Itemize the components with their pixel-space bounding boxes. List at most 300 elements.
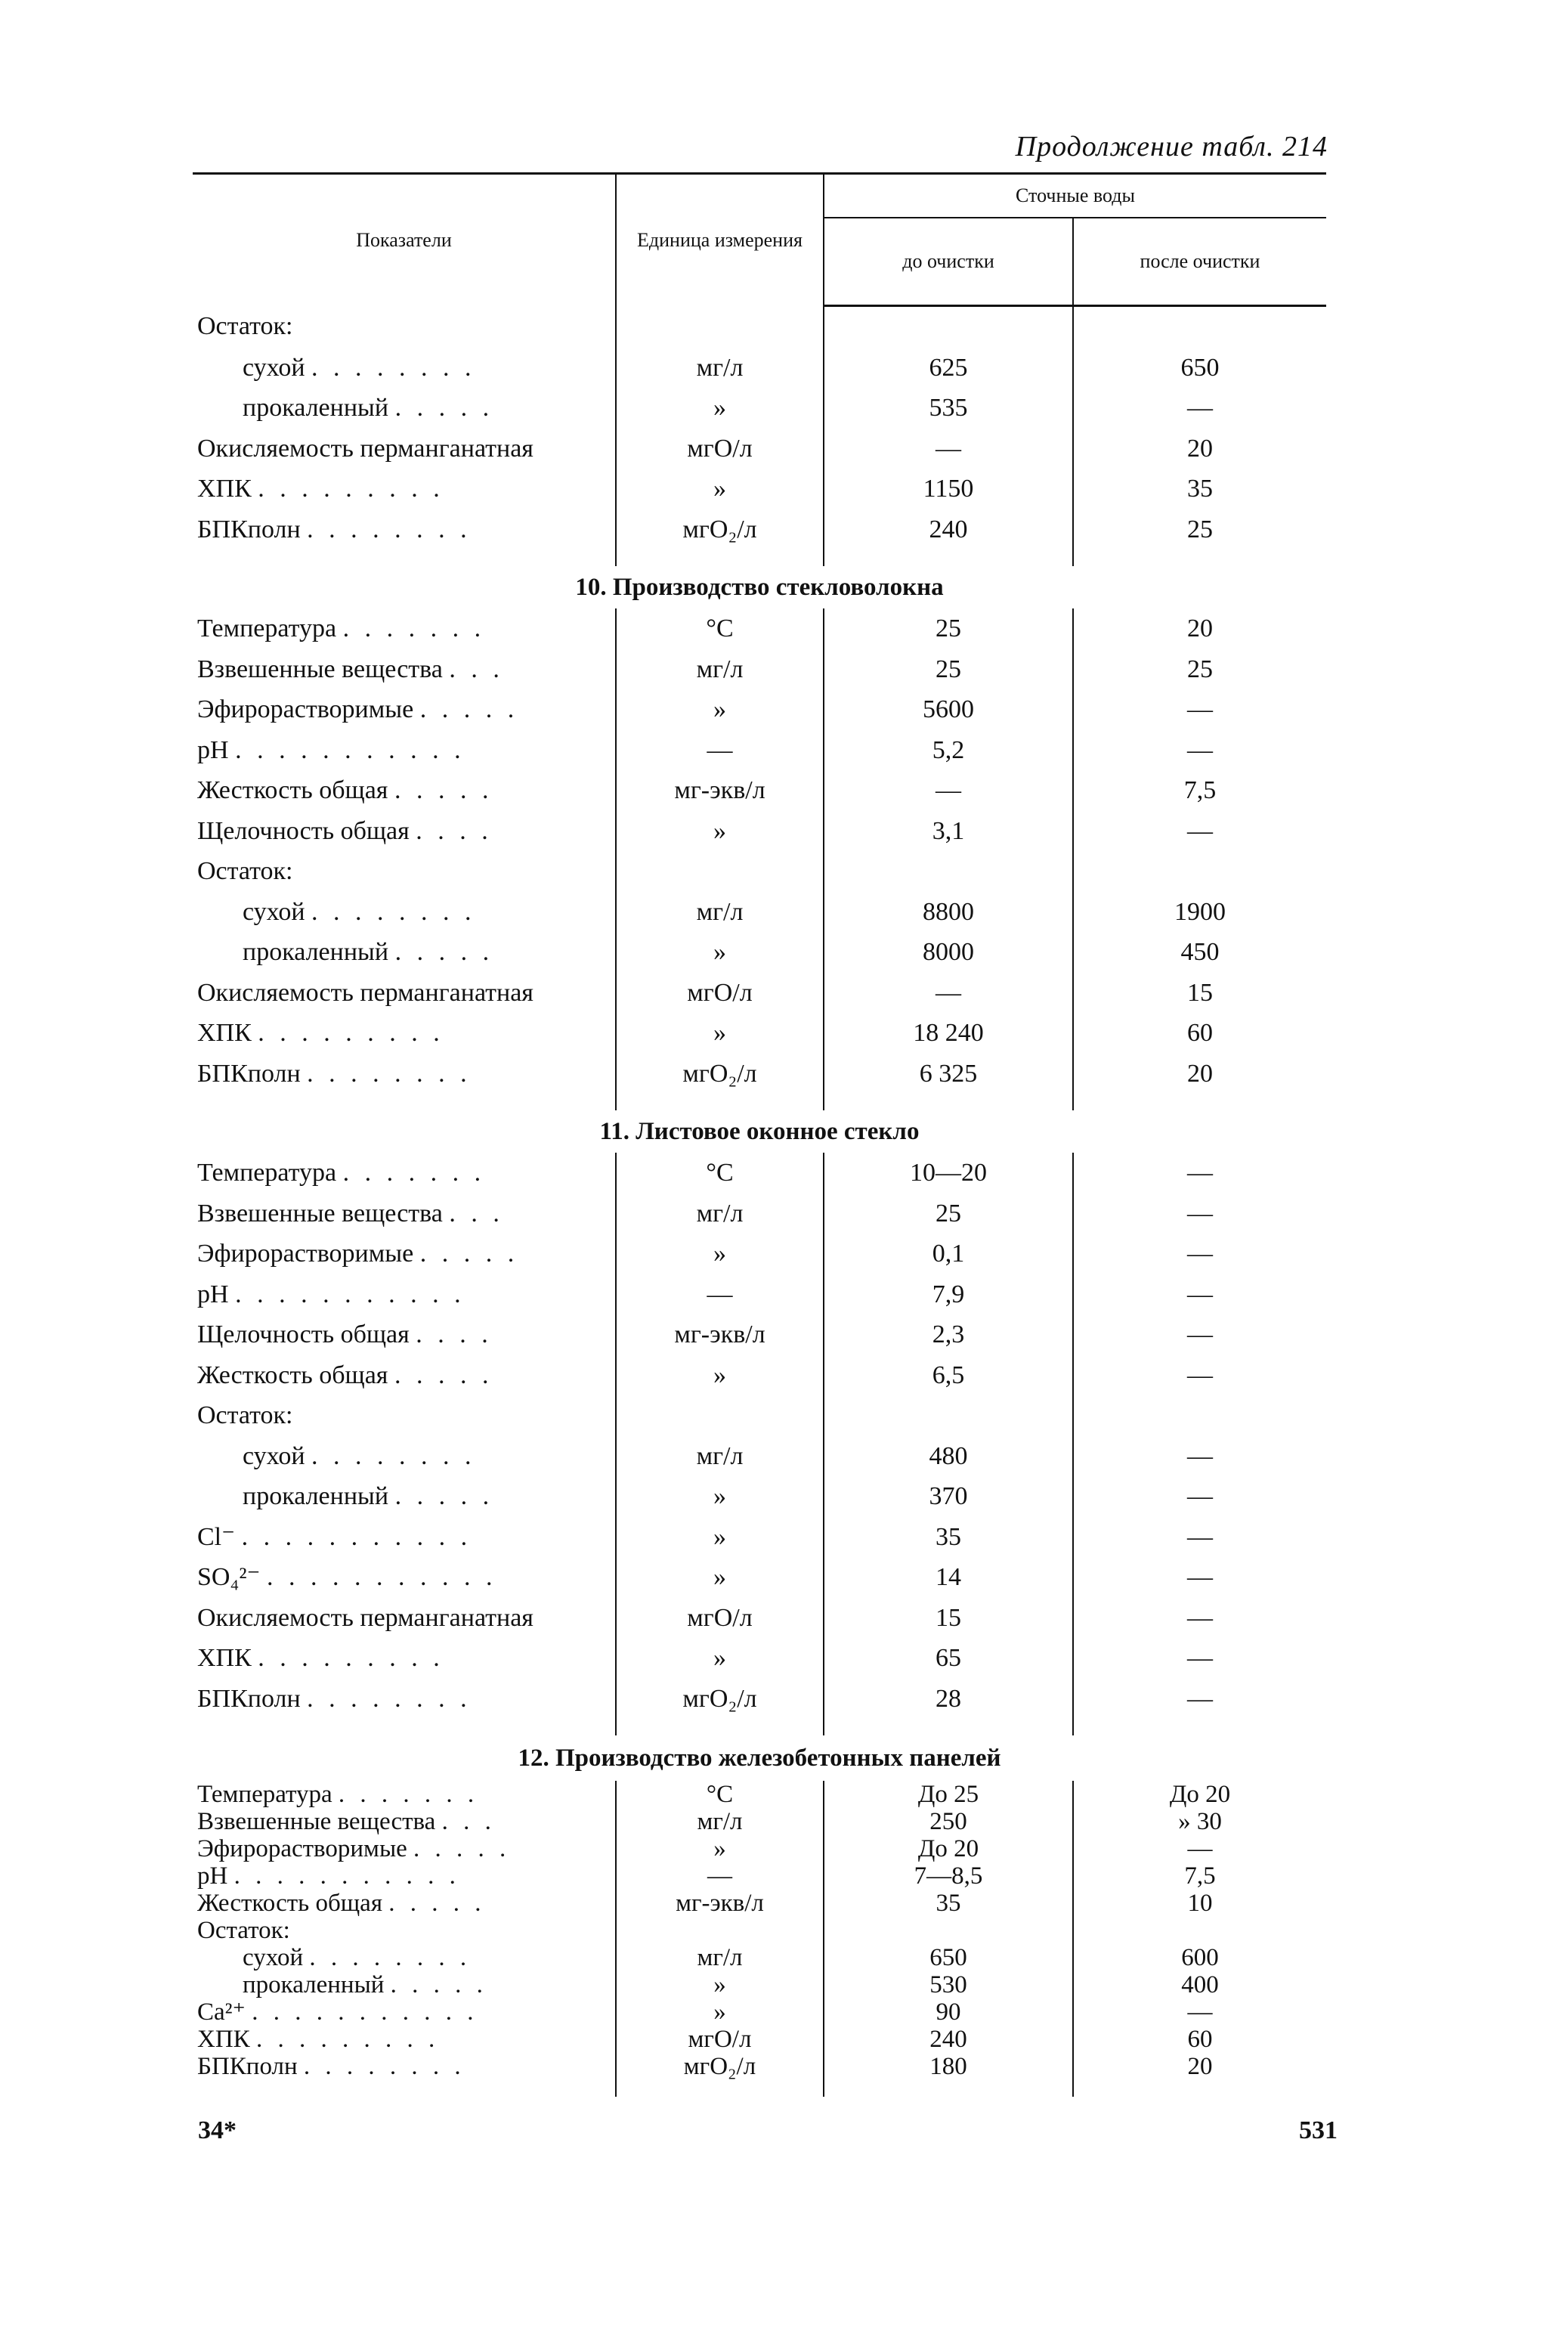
indicator-label: Остаток: bbox=[197, 1917, 290, 1944]
leader-dots: . . . . . . . . bbox=[303, 2053, 465, 2080]
unit-cell: » bbox=[616, 1638, 824, 1679]
indicator-label: Взвешенные вещества bbox=[197, 1199, 443, 1228]
table-row bbox=[193, 649, 1326, 690]
unit-cell: » bbox=[616, 1234, 824, 1274]
before-treatment-cell: 250 bbox=[929, 1808, 967, 1835]
before-treatment-cell: 625 bbox=[929, 353, 968, 382]
table-row bbox=[193, 1274, 1326, 1315]
section-title: 12. Производство железобетонных панелей bbox=[518, 1745, 1001, 1772]
leader-dots: . . . . . bbox=[394, 776, 493, 804]
before-treatment-cell: 5600 bbox=[923, 695, 974, 723]
after-treatment-cell: — bbox=[1073, 388, 1326, 429]
indicator-cell bbox=[193, 1476, 616, 1517]
leader-dots: . . . . . . . . . . . bbox=[233, 1862, 460, 1890]
table-row bbox=[193, 2026, 1326, 2053]
indicator-cell bbox=[193, 1054, 616, 1094]
indicator-cell bbox=[193, 973, 616, 1014]
indicator-label: сухой bbox=[243, 1441, 305, 1470]
unit-cell: мг/л bbox=[616, 1808, 824, 1835]
indicator-cell bbox=[193, 689, 616, 730]
after-treatment-cell: 35 bbox=[1073, 469, 1326, 509]
leader-dots: . . . . . . . bbox=[338, 1781, 479, 1808]
table-row bbox=[193, 973, 1326, 1014]
leader-dots: . . . . . bbox=[394, 1361, 493, 1389]
indicator-label: Жесткость общая bbox=[197, 1361, 388, 1389]
leader-dots: . . . . . bbox=[388, 1890, 486, 1917]
after-treatment-cell: 10 bbox=[1073, 1890, 1326, 1917]
indicator-label: Ca²⁺ bbox=[197, 1998, 246, 2026]
section-title: 11. Листовое оконное стекло bbox=[599, 1118, 920, 1145]
indicator-cell bbox=[193, 851, 616, 892]
leader-dots: . . . . . . . . . . . bbox=[252, 1998, 478, 2026]
table-row bbox=[193, 1314, 1326, 1355]
block-residue-continued bbox=[193, 306, 1326, 567]
after-treatment-cell: — bbox=[1073, 1153, 1326, 1193]
table-row bbox=[193, 429, 1326, 469]
indicator-label: ХПК bbox=[197, 1019, 252, 1047]
leader-dots: . . . bbox=[449, 1199, 504, 1228]
indicator-cell bbox=[193, 388, 616, 429]
unit-cell: °C bbox=[616, 608, 824, 649]
spacer-cell bbox=[616, 1094, 824, 1110]
after-treatment-cell: — bbox=[1073, 1355, 1326, 1396]
indicator-cell bbox=[193, 509, 616, 550]
table-header bbox=[193, 174, 1326, 306]
unit-cell: — bbox=[616, 1862, 824, 1890]
unit-cell: » bbox=[616, 388, 824, 429]
unit-cell: — bbox=[616, 1274, 824, 1315]
indicator-label: Остаток: bbox=[197, 857, 293, 885]
indicator-cell bbox=[193, 1274, 616, 1315]
table-row bbox=[193, 2053, 1326, 2080]
spacer-cell bbox=[1073, 2080, 1326, 2097]
indicator-cell bbox=[193, 1944, 616, 1971]
unit-cell: мгО/л bbox=[616, 973, 824, 1014]
leader-dots: . . . . . . . . bbox=[307, 1059, 472, 1088]
indicator-cell bbox=[193, 1153, 616, 1193]
unit-cell: — bbox=[616, 730, 824, 771]
table-row bbox=[193, 1153, 1326, 1193]
indicator-cell bbox=[193, 1835, 616, 1862]
before-treatment-cell: 25 bbox=[936, 655, 961, 683]
table-row bbox=[193, 1395, 1326, 1436]
indicator-cell bbox=[193, 1781, 616, 1808]
leader-dots: . . . . . . . . bbox=[309, 1944, 472, 1971]
after-treatment-cell: — bbox=[1073, 1476, 1326, 1517]
section-spacer-row bbox=[193, 550, 1326, 566]
unit-cell: » bbox=[616, 811, 824, 852]
after-treatment-cell: — bbox=[1073, 1314, 1326, 1355]
before-treatment-cell bbox=[824, 1917, 1073, 1944]
indicator-cell bbox=[193, 770, 616, 811]
leader-dots: . . . . . bbox=[419, 1240, 519, 1268]
unit-cell: мгО/л bbox=[616, 2026, 824, 2053]
table-row bbox=[193, 509, 1326, 550]
indicator-label: Эфирорастворимые bbox=[197, 1240, 414, 1268]
after-treatment-cell: » 30 bbox=[1073, 1808, 1326, 1835]
section-10-fiberglass bbox=[193, 566, 1326, 1110]
indicator-label: pH bbox=[197, 1862, 228, 1890]
table-row bbox=[193, 1971, 1326, 1998]
table-row bbox=[193, 1557, 1326, 1598]
indicator-cell bbox=[193, 429, 616, 469]
before-treatment-cell: 90 bbox=[936, 1998, 961, 2026]
leader-dots: . . . . . . . . bbox=[307, 1684, 472, 1713]
section-title-row bbox=[193, 566, 1326, 608]
indicator-cell bbox=[193, 608, 616, 649]
before-treatment-cell: — bbox=[936, 978, 961, 1007]
indicator-label: прокаленный bbox=[243, 1971, 385, 1998]
indicator-cell bbox=[193, 348, 616, 389]
table-continuation-caption: Продолжение табл. 214 bbox=[1015, 131, 1328, 163]
leader-dots: . . . . . . . . . . . bbox=[235, 1280, 465, 1308]
indicator-label: Остаток: bbox=[197, 312, 293, 341]
section-spacer-row bbox=[193, 1719, 1326, 1735]
before-treatment-cell: 8800 bbox=[923, 897, 974, 926]
indicator-label: БПКполн bbox=[197, 2053, 298, 2080]
leader-dots: . . . . . . . . . . . bbox=[241, 1522, 472, 1551]
indicator-cell bbox=[193, 469, 616, 509]
before-treatment-cell: 10—20 bbox=[910, 1159, 987, 1187]
after-treatment-cell bbox=[1073, 1395, 1326, 1436]
unit-cell: мг-экв/л bbox=[616, 770, 824, 811]
before-treatment-cell: 8000 bbox=[923, 938, 974, 966]
after-treatment-cell: — bbox=[1073, 1835, 1326, 1862]
table-row bbox=[193, 1436, 1326, 1477]
table-row bbox=[193, 306, 1326, 348]
indicator-cell bbox=[193, 1395, 616, 1436]
table-row bbox=[193, 1355, 1326, 1396]
table-row bbox=[193, 388, 1326, 429]
spacer-cell bbox=[193, 2080, 616, 2097]
after-treatment-cell: 600 bbox=[1073, 1944, 1326, 1971]
after-treatment-cell: — bbox=[1073, 1234, 1326, 1274]
table-row bbox=[193, 1862, 1326, 1890]
table-row bbox=[193, 770, 1326, 811]
before-treatment-cell: 14 bbox=[936, 1563, 961, 1591]
after-treatment-cell: — bbox=[1073, 1193, 1326, 1234]
indicator-cell bbox=[193, 1234, 616, 1274]
before-treatment-cell: 1150 bbox=[923, 475, 974, 503]
indicator-cell bbox=[193, 1679, 616, 1720]
indicator-label: сухой bbox=[243, 1944, 304, 1971]
leader-dots: . . . . . . . . . bbox=[255, 2026, 440, 2053]
after-treatment-cell: — bbox=[1073, 1274, 1326, 1315]
indicator-cell bbox=[193, 1638, 616, 1679]
table-row bbox=[193, 469, 1326, 509]
before-treatment-cell: 2,3 bbox=[932, 1320, 965, 1348]
table-row bbox=[193, 851, 1326, 892]
table-row bbox=[193, 1679, 1326, 1720]
indicator-cell bbox=[193, 730, 616, 771]
after-treatment-cell: 20 bbox=[1073, 429, 1326, 469]
before-treatment-cell: До 25 bbox=[917, 1781, 979, 1808]
after-treatment-cell: 450 bbox=[1073, 932, 1326, 973]
after-treatment-cell: 60 bbox=[1073, 2026, 1326, 2053]
leader-dots: . . . . . bbox=[394, 938, 494, 966]
before-treatment-cell: — bbox=[936, 776, 961, 804]
indicator-label: Окисляемость перманганатная bbox=[197, 434, 533, 463]
indicator-label: Взвешенные вещества bbox=[197, 655, 443, 683]
after-treatment-cell: 7,5 bbox=[1073, 1862, 1326, 1890]
indicator-cell bbox=[193, 1890, 616, 1917]
before-treatment-cell: 5,2 bbox=[932, 735, 965, 764]
unit-cell bbox=[616, 1917, 824, 1944]
leader-dots: . . . . . . . . bbox=[311, 897, 476, 926]
column-header-indicator: Показатели bbox=[193, 174, 616, 306]
leader-dots: . . . . . . . bbox=[342, 615, 486, 642]
unit-cell: мг/л bbox=[616, 348, 824, 389]
spacer-cell bbox=[824, 2080, 1073, 2097]
unit-cell: °C bbox=[616, 1153, 824, 1193]
indicator-label: Остаток: bbox=[197, 1401, 293, 1429]
indicator-label: ХПК bbox=[197, 2026, 250, 2053]
spacer-cell bbox=[193, 1719, 616, 1735]
spacer-cell bbox=[824, 1719, 1073, 1735]
column-header-wastewater: Сточные воды bbox=[824, 174, 1326, 218]
spacer-cell bbox=[824, 1094, 1073, 1110]
indicator-label: Взвешенные вещества bbox=[197, 1808, 436, 1835]
before-treatment-cell: 15 bbox=[936, 1603, 961, 1632]
column-header-before-treatment: до очистки bbox=[824, 218, 1073, 306]
spacer-cell bbox=[616, 550, 824, 566]
before-treatment-cell: 25 bbox=[936, 615, 961, 642]
after-treatment-cell: — bbox=[1073, 1557, 1326, 1598]
before-treatment-cell: 7—8,5 bbox=[914, 1862, 983, 1890]
leader-dots: . . . . . . . . bbox=[307, 515, 472, 543]
indicator-cell bbox=[193, 1355, 616, 1396]
after-treatment-cell: 25 bbox=[1073, 509, 1326, 550]
after-treatment-cell: 25 bbox=[1073, 649, 1326, 690]
table-row bbox=[193, 689, 1326, 730]
unit-cell: » bbox=[616, 932, 824, 973]
before-treatment-cell: 0,1 bbox=[932, 1240, 965, 1268]
leader-dots: . . . bbox=[449, 655, 504, 683]
indicator-label: Температура bbox=[197, 1159, 337, 1187]
before-treatment-cell: 18 240 bbox=[913, 1019, 984, 1047]
before-treatment-cell: 7,9 bbox=[932, 1280, 965, 1308]
before-treatment-cell: — bbox=[936, 434, 961, 463]
after-treatment-cell: — bbox=[1073, 1998, 1326, 2026]
leader-dots: . . . . . bbox=[419, 695, 519, 723]
indicator-cell bbox=[193, 306, 616, 348]
before-treatment-cell: 35 bbox=[936, 1890, 961, 1917]
unit-cell: мг/л bbox=[616, 1193, 824, 1234]
indicator-label: SO₄²⁻ bbox=[197, 1563, 261, 1591]
before-treatment-cell: 35 bbox=[936, 1522, 961, 1551]
leader-dots: . . . . . . . . . bbox=[258, 475, 444, 503]
before-treatment-cell: 25 bbox=[936, 1199, 961, 1228]
leader-dots: . . . . bbox=[416, 1320, 493, 1348]
before-treatment-cell: 180 bbox=[929, 2053, 967, 2080]
after-treatment-cell: 400 bbox=[1073, 1971, 1326, 1998]
section-title: 10. Производство стекловолокна bbox=[575, 574, 944, 601]
spacer-cell bbox=[616, 2080, 824, 2097]
indicator-cell bbox=[193, 811, 616, 852]
leader-dots: . . . . . bbox=[413, 1835, 511, 1862]
unit-cell bbox=[616, 1395, 824, 1436]
section-spacer-row bbox=[193, 2080, 1326, 2097]
indicator-cell bbox=[193, 1193, 616, 1234]
wastewater-table bbox=[193, 172, 1326, 2097]
unit-cell: мгО/л bbox=[616, 429, 824, 469]
before-treatment-cell: 240 bbox=[929, 2026, 967, 2053]
before-treatment-cell: 480 bbox=[929, 1441, 968, 1470]
after-treatment-cell: 650 bbox=[1073, 348, 1326, 389]
unit-cell: мгО₂/л bbox=[616, 1054, 824, 1094]
indicator-cell bbox=[193, 932, 616, 973]
indicator-label: Температура bbox=[197, 1781, 332, 1808]
after-treatment-cell: 20 bbox=[1073, 608, 1326, 649]
after-treatment-cell: 1900 bbox=[1073, 892, 1326, 933]
unit-cell: » bbox=[616, 1517, 824, 1558]
unit-cell: » bbox=[616, 1971, 824, 1998]
spacer-cell bbox=[1073, 1719, 1326, 1735]
indicator-label: Жесткость общая bbox=[197, 776, 388, 804]
after-treatment-cell: 20 bbox=[1073, 1054, 1326, 1094]
indicator-label: БПКполн bbox=[197, 515, 301, 543]
table-row bbox=[193, 932, 1326, 973]
before-treatment-cell: 6 325 bbox=[919, 1059, 978, 1088]
indicator-label: Эфирорастворимые bbox=[197, 695, 414, 723]
before-treatment-cell: До 20 bbox=[917, 1835, 979, 1862]
leader-dots: . . . . . . . . . . . bbox=[266, 1563, 497, 1591]
leader-dots: . . . bbox=[441, 1808, 496, 1835]
before-treatment-cell: 650 bbox=[929, 1944, 967, 1971]
unit-cell: » bbox=[616, 1557, 824, 1598]
table-row bbox=[193, 1998, 1326, 2026]
indicator-label: pH bbox=[197, 735, 229, 764]
after-treatment-cell: — bbox=[1073, 1638, 1326, 1679]
section-title-row bbox=[193, 1110, 1326, 1153]
after-treatment-cell bbox=[1073, 851, 1326, 892]
indicator-label: pH bbox=[197, 1280, 229, 1308]
leader-dots: . . . . . . . . . . . bbox=[235, 735, 465, 764]
page-number: 531 bbox=[1299, 2116, 1338, 2144]
before-treatment-cell: 370 bbox=[929, 1482, 968, 1510]
leader-dots: . . . . . bbox=[394, 1482, 494, 1510]
spacer-cell bbox=[1073, 1094, 1326, 1110]
leader-dots: . . . . . . . . bbox=[311, 353, 476, 382]
indicator-cell bbox=[193, 1598, 616, 1639]
indicator-label: прокаленный bbox=[243, 938, 389, 966]
unit-cell: мг/л bbox=[616, 1436, 824, 1477]
table-row bbox=[193, 1890, 1326, 1917]
before-treatment-cell: 6,5 bbox=[932, 1361, 965, 1389]
spacer-cell bbox=[824, 550, 1073, 566]
table-row bbox=[193, 1476, 1326, 1517]
leader-dots: . . . . . . . . bbox=[311, 1441, 476, 1470]
indicator-label: прокаленный bbox=[243, 1482, 389, 1510]
after-treatment-cell: 15 bbox=[1073, 973, 1326, 1014]
unit-cell: °C bbox=[616, 1781, 824, 1808]
spacer-cell bbox=[193, 550, 616, 566]
unit-cell: мгО₂/л bbox=[616, 509, 824, 550]
table-row bbox=[193, 608, 1326, 649]
indicator-label: прокаленный bbox=[243, 394, 389, 422]
before-treatment-cell: 240 bbox=[929, 515, 968, 543]
indicator-label: Жесткость общая bbox=[197, 1890, 383, 1917]
table-row bbox=[193, 1808, 1326, 1835]
table-row bbox=[193, 730, 1326, 771]
indicator-label: Щелочность общая bbox=[197, 1320, 410, 1348]
unit-cell: мгО/л bbox=[616, 1598, 824, 1639]
indicator-cell bbox=[193, 892, 616, 933]
unit-cell: » bbox=[616, 469, 824, 509]
after-treatment-cell: 60 bbox=[1073, 1013, 1326, 1054]
table-row bbox=[193, 1598, 1326, 1639]
unit-cell: мгО₂/л bbox=[616, 2053, 824, 2080]
indicator-cell bbox=[193, 1557, 616, 1598]
unit-cell bbox=[616, 306, 824, 348]
indicator-cell bbox=[193, 1808, 616, 1835]
before-treatment-cell bbox=[824, 851, 1073, 892]
unit-cell: » bbox=[616, 1476, 824, 1517]
after-treatment-cell: — bbox=[1073, 730, 1326, 771]
indicator-label: Окисляемость перманганатная bbox=[197, 978, 533, 1007]
unit-cell: мг/л bbox=[616, 1944, 824, 1971]
indicator-cell bbox=[193, 1862, 616, 1890]
indicator-label: Щелочность общая bbox=[197, 816, 410, 845]
after-treatment-cell: — bbox=[1073, 1679, 1326, 1720]
indicator-cell bbox=[193, 1998, 616, 2026]
table-row bbox=[193, 1638, 1326, 1679]
spacer-cell bbox=[1073, 550, 1326, 566]
after-treatment-cell: — bbox=[1073, 1598, 1326, 1639]
leader-dots: . . . . bbox=[416, 816, 493, 845]
indicator-cell bbox=[193, 2026, 616, 2053]
indicator-label: БПКполн bbox=[197, 1059, 301, 1088]
unit-cell: мг-экв/л bbox=[616, 1314, 824, 1355]
after-treatment-cell: — bbox=[1073, 811, 1326, 852]
after-treatment-cell: — bbox=[1073, 689, 1326, 730]
column-header-unit: Единица измерения bbox=[616, 174, 824, 306]
after-treatment-cell: 7,5 bbox=[1073, 770, 1326, 811]
indicator-cell bbox=[193, 1013, 616, 1054]
table-row bbox=[193, 1917, 1326, 1944]
unit-cell: » bbox=[616, 1835, 824, 1862]
indicator-cell bbox=[193, 1436, 616, 1477]
before-treatment-cell bbox=[824, 1395, 1073, 1436]
section-title-row bbox=[193, 1735, 1326, 1781]
unit-cell bbox=[616, 851, 824, 892]
before-treatment-cell: 3,1 bbox=[932, 816, 965, 845]
indicator-label: сухой bbox=[243, 897, 305, 926]
unit-cell: » bbox=[616, 1013, 824, 1054]
leader-dots: . . . . . . . . . bbox=[258, 1644, 444, 1672]
indicator-label: БПКполн bbox=[197, 1684, 301, 1713]
indicator-label: Окисляемость перманганатная bbox=[197, 1603, 533, 1632]
indicator-label: Cl⁻ bbox=[197, 1522, 236, 1551]
section-12-concrete-panels bbox=[193, 1735, 1326, 2097]
before-treatment-cell bbox=[824, 306, 1073, 348]
footer-signature-mark: 34* bbox=[198, 2116, 237, 2144]
after-treatment-cell bbox=[1073, 306, 1326, 348]
leader-dots: . . . . . . . bbox=[342, 1159, 486, 1187]
section-11-window-glass bbox=[193, 1110, 1326, 1735]
before-treatment-cell: 530 bbox=[929, 1971, 967, 1998]
after-treatment-cell bbox=[1073, 1917, 1326, 1944]
indicator-label: Температура bbox=[197, 615, 337, 642]
before-treatment-cell: 65 bbox=[936, 1644, 961, 1672]
table-row bbox=[193, 892, 1326, 933]
table-row bbox=[193, 1234, 1326, 1274]
after-treatment-cell: — bbox=[1073, 1436, 1326, 1477]
before-treatment-cell: 535 bbox=[929, 394, 968, 422]
after-treatment-cell: До 20 bbox=[1073, 1781, 1326, 1808]
after-treatment-cell: — bbox=[1073, 1517, 1326, 1558]
table-row bbox=[193, 1013, 1326, 1054]
